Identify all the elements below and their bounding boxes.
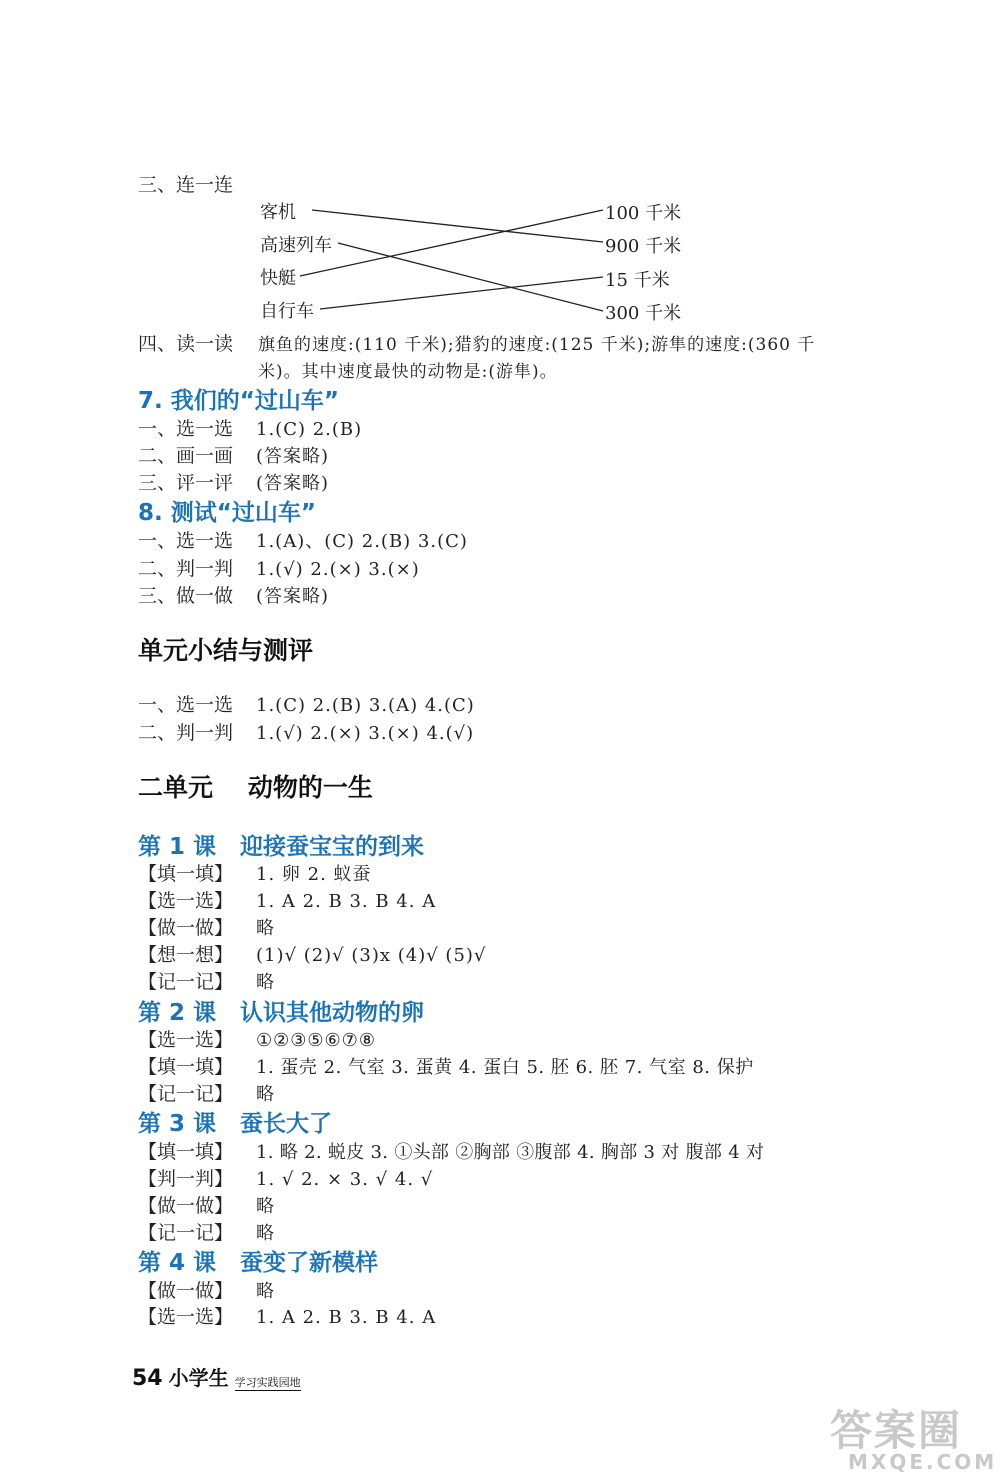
row-answer: 1. 略 2. 蜕皮 3. ①头部 ②胸部 ③腹部 4. 胸部 3 对 腹部 4 对: [256, 1142, 765, 1163]
watermark-logo: 答案圈: [830, 1406, 963, 1455]
course3-row-1: [138, 1137, 764, 1164]
row-answer: 略: [256, 1281, 275, 1302]
course1-row-5: [138, 967, 275, 994]
section4-title: 四、读一读: [138, 333, 234, 355]
row-answer: 1. √ 2. × 3. √ 4. √: [256, 1169, 434, 1190]
row-label: 【填一填】: [138, 1056, 234, 1078]
row-answer: 1. 蛋壳 2. 气室 3. 蛋黄 4. 蛋白 5. 胚 6. 胚 7. 气室 8. 保护: [256, 1057, 754, 1078]
row-label: 【做一做】: [138, 917, 234, 939]
row-label: 【选一选】: [138, 1306, 234, 1328]
course2-row-1: [138, 1025, 376, 1052]
row-label: 【记一记】: [138, 971, 234, 993]
footer-subtitle: 学习实践园地: [234, 1376, 301, 1389]
course3-row-3: [138, 1191, 275, 1218]
row-answer: 1.(A)、(C) 2.(B) 3.(C): [256, 531, 468, 552]
row-answer: 1. A 2. B 3. B 4. A: [256, 891, 437, 912]
row-label: 【想一想】: [138, 944, 234, 966]
row-answer: 略: [256, 1084, 275, 1105]
lesson8-row-2: [138, 554, 420, 581]
course1-title: 第 1 课 迎接蚕宝宝的到来: [138, 834, 425, 860]
row-label: 【做一做】: [138, 1280, 234, 1302]
row-label: 【记一记】: [138, 1083, 234, 1105]
row-label: 【选一选】: [138, 890, 234, 912]
row-answer: 1.(C) 2.(B) 3.(A) 4.(C): [256, 695, 475, 716]
match-right-3: 15 千米: [605, 270, 670, 291]
section4-line1: 旗鱼的速度:(110 千米);猎豹的速度:(125 千米);游隼的速度:(360 千: [258, 335, 816, 355]
row-answer: 1.(√) 2.(×) 3.(×) 4.(√): [256, 723, 475, 744]
page-footer: [132, 1362, 301, 1391]
lesson8-row-1: [138, 526, 468, 553]
match-line-train: [338, 243, 603, 311]
course2-row-2: [138, 1052, 754, 1079]
row-answer: 略: [256, 972, 275, 993]
course1-row-2: [138, 886, 436, 913]
course2-title: 第 2 课 认识其他动物的卵: [138, 1000, 425, 1026]
match-left-3: 快艇: [260, 268, 296, 289]
row-label: 一、选一选: [138, 694, 234, 716]
match-left-4: 自行车: [260, 301, 314, 322]
course1-row-1: [138, 859, 372, 886]
match-right-4: 300 千米: [605, 303, 682, 324]
match-left-2: 高速列车: [260, 235, 332, 256]
row-answer: 略: [256, 1223, 275, 1244]
course3-row-4: [138, 1218, 275, 1245]
course3-title: 第 3 课 蚕长大了: [138, 1111, 333, 1137]
row-label: 二、画一画: [138, 445, 234, 467]
row-answer: ①②③⑤⑥⑦⑧: [256, 1030, 376, 1051]
match-line-boat: [300, 210, 603, 276]
row-label: 二、判一判: [138, 722, 234, 744]
lesson8-row-3: [138, 581, 329, 608]
row-label: 【判一判】: [138, 1168, 234, 1190]
unit-summary-title: 单元小结与测评: [138, 636, 314, 665]
row-answer: 1.(C) 2.(B): [256, 419, 363, 440]
lesson7-row-2: [138, 441, 329, 468]
row-label: 【做一做】: [138, 1195, 234, 1217]
match-line-bike: [320, 277, 603, 309]
row-label: 二、判一判: [138, 558, 234, 580]
row-answer: 略: [256, 1196, 275, 1217]
match-right-2: 900 千米: [605, 236, 682, 257]
lesson8-title: 8. 测试“过山车”: [138, 500, 316, 526]
unit2-title: 二单元 动物的一生: [138, 773, 373, 802]
course3-row-2: [138, 1164, 433, 1191]
row-label: 【填一填】: [138, 1141, 234, 1163]
summary-row-1: [138, 690, 475, 717]
section4-line2: 米)。其中速度最快的动物是:(游隼)。: [258, 362, 558, 382]
row-answer: 1. A 2. B 3. B 4. A: [256, 1307, 437, 1328]
row-label: 【选一选】: [138, 1029, 234, 1051]
match-right-1: 100 千米: [605, 203, 682, 224]
lesson7-title: 7. 我们的“过山车”: [138, 388, 339, 414]
row-answer: (1)√ (2)√ (3)x (4)√ (5)√: [256, 945, 487, 966]
row-label: 【填一填】: [138, 863, 234, 885]
row-answer: (答案略): [256, 473, 330, 494]
course4-title: 第 4 课 蚕变了新模样: [138, 1250, 379, 1276]
row-label: 一、选一选: [138, 418, 234, 440]
row-label: 三、做一做: [138, 585, 234, 607]
course1-row-3: [138, 913, 275, 940]
course1-row-4: [138, 940, 486, 967]
row-answer: (答案略): [256, 446, 330, 467]
summary-row-2: [138, 718, 474, 745]
footer-brand: 小学生: [168, 1366, 229, 1390]
page-number: 54: [132, 1366, 163, 1391]
row-label: 【记一记】: [138, 1222, 234, 1244]
section3-title: 三、连一连: [138, 174, 234, 196]
row-label: 三、评一评: [138, 472, 234, 494]
row-answer: 1. 卵 2. 蚁蚕: [256, 864, 372, 885]
course4-row-1: [138, 1276, 275, 1303]
match-line-plane: [312, 210, 603, 242]
row-answer: (答案略): [256, 586, 330, 607]
match-left-1: 客机: [260, 202, 296, 223]
course4-row-2: [138, 1302, 436, 1329]
row-answer: 1.(√) 2.(×) 3.(×): [256, 559, 420, 580]
row-label: 一、选一选: [138, 530, 234, 552]
lesson7-row-1: [138, 414, 362, 441]
lesson7-row-3: [138, 468, 329, 495]
watermark-url: MXQE.COM: [848, 1450, 998, 1474]
course2-row-3: [138, 1079, 275, 1106]
row-answer: 略: [256, 918, 275, 939]
